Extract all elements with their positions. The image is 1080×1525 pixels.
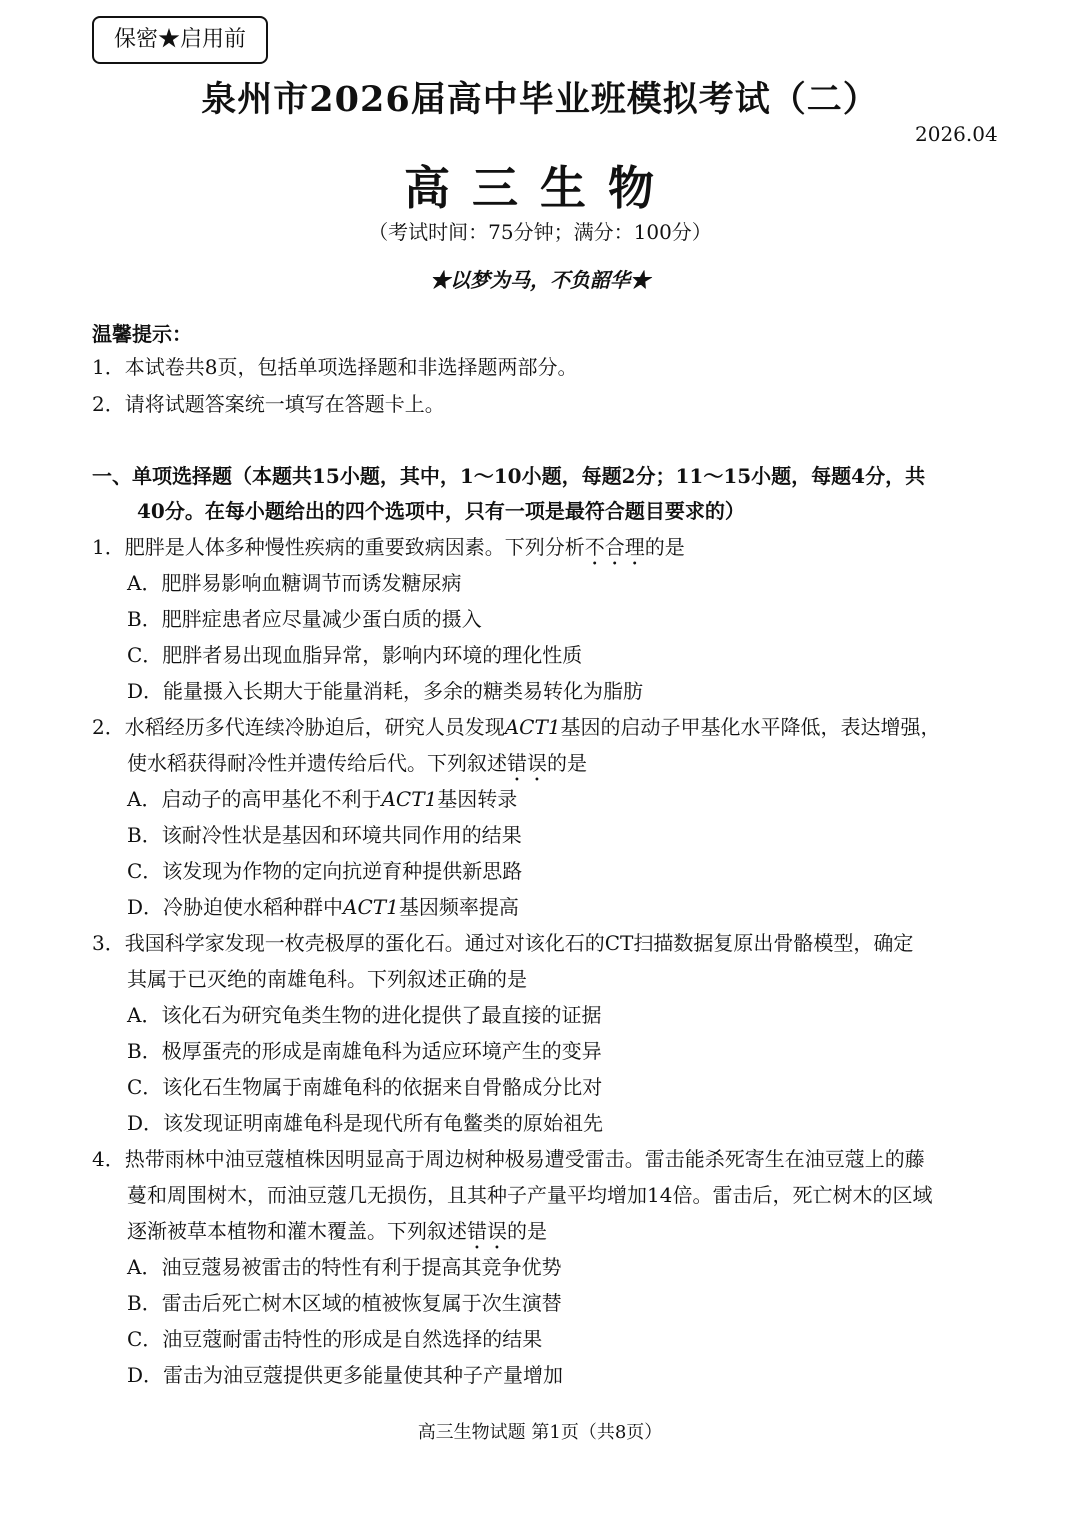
question-stem [92,713,941,741]
gene-name: ACT1 [343,895,399,919]
question-stem: 4．热带雨林中油豆蔻植株因明显高于周边树种极易遭受雷击。雷击能杀死寄生在油豆蔻上的藤 [92,1147,925,1171]
option-line: B．该耐冷性状是基因和环境共同作用的结果 [127,823,522,847]
question-stem-cont: 蔓和周围树木，而油豆蔻几无损伤，且其种子产量平均增加14倍。雷击后，死亡树木的区域 [127,1183,933,1207]
gene-name: ACT1 [381,787,438,811]
option-line: D．该发现证明南雄龟科是现代所有龟鳖类的原始祖先 [127,1111,604,1135]
exam-title: 泉州市2026届高中毕业班模拟考试（二） [201,79,879,120]
question-stem-cont [127,1217,547,1254]
emphasized-text: 错误 [467,1219,507,1243]
stem-text: 1．肥胖是人体多种慢性疾病的重要致病因素。下列分析 [92,535,585,559]
option-line [127,785,517,813]
stem-text: 基因的启动子甲基化水平降低，表达增强， [560,715,941,739]
motto: ★以梦为马，不负韶华★ [430,268,650,292]
stem-text: 的是 [644,535,685,559]
option-line: D．能量摄入长期大于能量消耗，多余的糖类易转化为脂肪 [127,679,644,703]
option-line: A．该化石为研究龟类生物的进化提供了最直接的证据 [127,1003,602,1027]
exam-date: 2026.04 [915,122,998,146]
question-stem [92,533,685,570]
stem-text: 使水稻获得耐冷性并遗传给后代。下列叙述 [127,751,507,775]
stem-text: 的是 [547,751,587,775]
option-line: C．该化石生物属于南雄龟科的依据来自骨骼成分比对 [127,1075,603,1099]
stem-text: 2．水稻经历多代连续冷胁迫后，研究人员发现 [92,715,505,739]
page-footer: 高三生物试题 第1页（共8页） [417,1422,663,1443]
option-text: 基因转录 [437,787,518,811]
stem-text: 的是 [507,1219,547,1243]
option-line: C．油豆蔻耐雷击特性的形成是自然选择的结果 [127,1327,543,1351]
tips-heading: 温馨提示： [92,322,192,346]
question-stem: 3．我国科学家发现一枚壳极厚的蛋化石。通过对该化石的CT扫描数据复原出骨骼模型，确定 [92,931,914,955]
section-heading: 一、单项选择题（本题共15小题，其中，1～10小题，每题2分；11～15小题，每题4分，共 [92,464,926,488]
exam-info: （考试时间：75分钟；满分：100分） [368,220,712,244]
confidential-label: 保密★启用前 [92,16,268,64]
question-stem-cont: 其属于已灭绝的南雄龟科。下列叙述正确的是 [127,967,527,991]
emphasized-text: 不合理 [584,535,645,559]
option-text: A．启动子的高甲基化不利于 [127,787,382,811]
question-stem-cont [127,749,587,786]
option-text: D．冷胁迫使水稻种群中 [127,895,344,919]
section-heading-cont: 40分。在每小题给出的四个选项中，只有一项是最符合题目要求的） [137,499,745,523]
emphasized-text: 错误 [507,751,547,775]
option-line: C．该发现为作物的定向抗逆育种提供新思路 [127,859,523,883]
option-line: B．极厚蛋壳的形成是南雄龟科为适应环境产生的变异 [127,1039,602,1063]
option-line: A．油豆蔻易被雷击的特性有利于提高其竞争优势 [127,1255,562,1279]
tip-item: 2．请将试题答案统一填写在答题卡上。 [92,392,445,416]
stem-text: 逐渐被草本植物和灌木覆盖。下列叙述 [127,1219,467,1243]
option-line: B．肥胖症患者应尽量减少蛋白质的摄入 [127,607,482,631]
option-line: D．雷击为油豆蔻提供更多能量使其种子产量增加 [127,1363,564,1387]
subject-title: 高三生物 [404,161,676,215]
option-line: A．肥胖易影响血糖调节而诱发糖尿病 [127,571,462,595]
option-text: 基因频率提高 [398,895,519,919]
option-line [127,893,519,921]
gene-name: ACT1 [504,715,561,739]
option-line: B．雷击后死亡树木区域的植被恢复属于次生演替 [127,1291,562,1315]
option-line: C．肥胖者易出现血脂异常，影响内环境的理化性质 [127,643,583,667]
tip-item: 1．本试卷共8页，包括单项选择题和非选择题两部分。 [92,355,578,379]
